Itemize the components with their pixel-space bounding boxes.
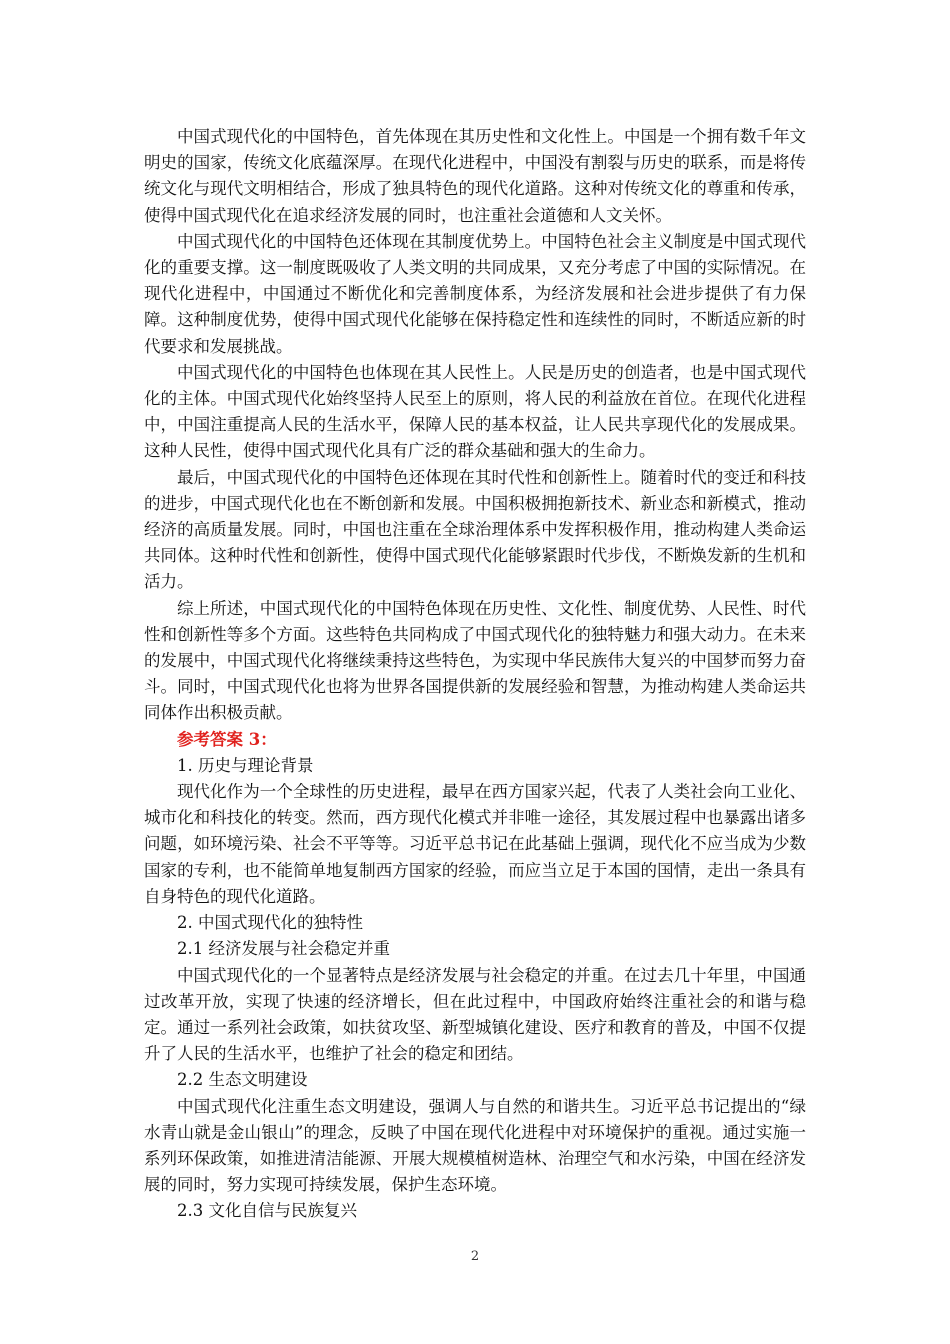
body-paragraph: 中国式现代化注重生态文明建设，强调人与自然的和谐共生。习近平总书记提出的“绿水青山就是金山银山”的理念，反映了中国在现代化进程中对环境保护的重视。通过实施一系列环保政策，如推进清洁能源、开展大规模植树造林、治理空气和水污染，中国在经济发展的同时，努力实现可持续发展，保护生态环境。 [144, 1096, 806, 1195]
section-heading: 1. 历史与理论背景 [177, 755, 314, 775]
subsection-heading: 2.1 经济发展与社会稳定并重 [177, 939, 390, 959]
body-paragraph: 中国式现代化的一个显著特点是经济发展与社会稳定的并重。在过去几十年里，中国通过改革开放，实现了快速的经济增长，但在此过程中，中国政府始终注重社会的和谐与稳定。通过一系列社会政策，如扶贫攻坚、新型城镇化建设、医疗和教育的普及，中国不仅提升了人民的生活水平，也维护了社会的稳定和团结。 [144, 965, 806, 1064]
body-paragraph: 综上所述，中国式现代化的中国特色体现在历史性、文化性、制度优势、人民性、时代性和创新性等多个方面。这些特色共同构成了中国式现代化的独特魅力和强大动力。在未来的发展中，中国式现代化将继续秉持这些特色，为实现中华民族伟大复兴的中国梦而努力奋斗。同时，中国式现代化也将为世界各国提供新的发展经验和智慧，为推动构建人类命运共同体作出积极贡献。 [144, 598, 806, 723]
body-paragraph: 中国式现代化的中国特色，首先体现在其历史性和文化性上。中国是一个拥有数千年文明史的国家，传统文化底蕴深厚。在现代化进程中，中国没有割裂与历史的联系，而是将传统文化与现代文明相结合，形成了独具特色的现代化道路。这种对传统文化的尊重和传承，使得中国式现代化在追求经济发展的同时，也注重社会道德和人文关怀。 [144, 127, 806, 225]
subsection-heading: 2.3 文化自信与民族复兴 [177, 1201, 357, 1221]
body-paragraph: 最后，中国式现代化的中国特色还体现在其时代性和创新性上。随着时代的变迁和科技的进步，中国式现代化也在不断创新和发展。中国积极拥抱新技术、新业态和新模式，推动经济的高质量发展。同时，中国也注重在全球治理体系中发挥积极作用，推动构建人类命运共同体。这种时代性和创新性，使得中国式现代化能够紧跟时代步伐，不断焕发新的生机和活力。 [144, 467, 806, 592]
reference-answer-heading: 参考答案 3： [177, 729, 277, 749]
body-paragraph: 中国式现代化的中国特色还体现在其制度优势上。中国特色社会主义制度是中国式现代化的重要支撑。这一制度既吸收了人类文明的共同成果，又充分考虑了中国的实际情况。在现代化进程中，中国通过不断优化和完善制度体系，为经济发展和社会进步提供了有力保障。这种制度优势，使得中国式现代化能够在保持稳定性和连续性的同时，不断适应新的时代要求和发展挑战。 [144, 231, 806, 356]
section-heading: 2. 中国式现代化的独特性 [177, 913, 363, 933]
document-body [144, 124, 806, 1225]
body-paragraph: 中国式现代化的中国特色也体现在其人民性上。人民是历史的创造者，也是中国式现代化的主体。中国式现代化始终坚持人民至上的原则，将人民的利益放在首位。在现代化进程中，中国注重提高人民的生活水平，保障人民的基本权益，让人民共享现代化的发展成果。这种人民性，使得中国式现代化具有广泛的群众基础和强大的生命力。 [144, 362, 806, 461]
subsection-heading: 2.2 生态文明建设 [177, 1070, 308, 1090]
body-paragraph: 现代化作为一个全球性的历史进程，最早在西方国家兴起，代表了人类社会向工业化、城市化和科技化的转变。然而，西方现代化模式并非唯一途径，其发展过程中也暴露出诸多问题，如环境污染、社会不平等等。习近平总书记在此基础上强调，现代化不应当成为少数国家的专利，也不能简单地复制西方国家的经验，而应当立足于本国的国情，走出一条具有自身特色的现代化道路。 [144, 782, 806, 906]
page-number: 2 [470, 1249, 480, 1264]
